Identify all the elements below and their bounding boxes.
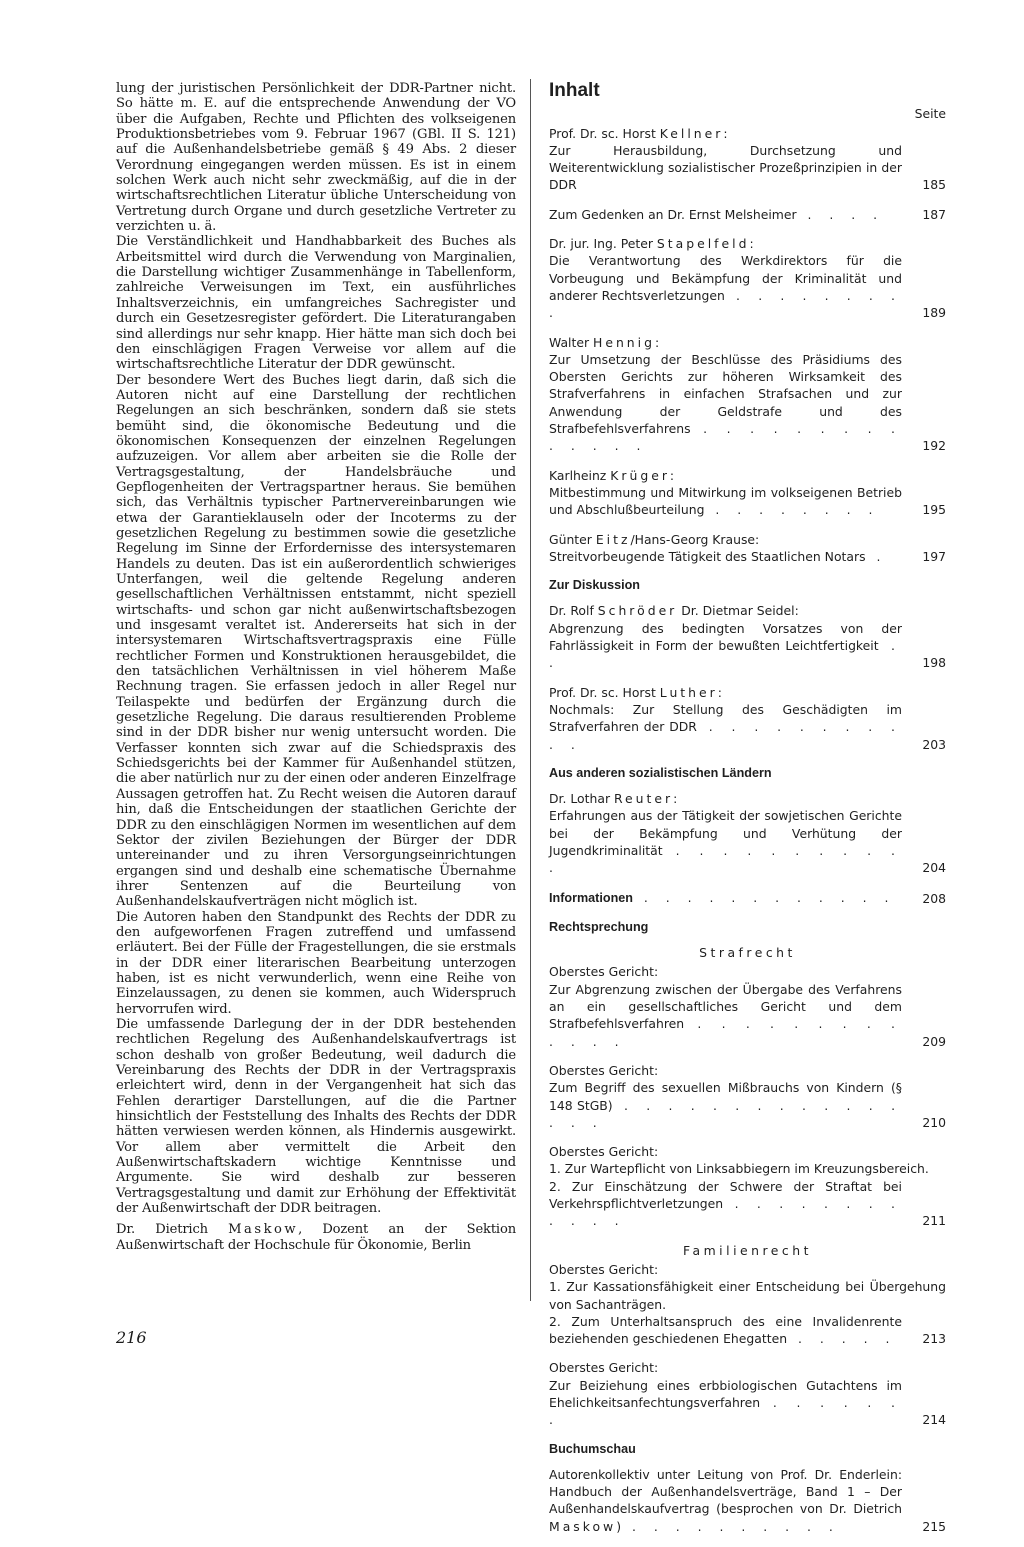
toc-page: 198 xyxy=(922,655,946,671)
toc-title-text: Zum Begriff des sexuellen Mißbrauchs von Kindern (§ 148 StGB) xyxy=(549,1080,902,1113)
toc-page: 185 xyxy=(922,177,946,193)
section-heading: Aus anderen sozialistischen Ländern xyxy=(549,765,772,780)
toc-court: Oberstes Gericht: xyxy=(549,1261,659,1277)
toc-item: 1. Zur Kassationsfähigkeit einer Entscheidung bei Übergehung von Sachanträgen. xyxy=(549,1279,946,1312)
toc-title: Inhalt xyxy=(549,80,600,101)
toc-title-text: Zur Umsetzung der Beschlüsse des Präsidiums des Obersten Gerichts zur höheren Wirksamkeit des Strafverfahrens in einfachen Strafsachen und zur Anwendung der Geldstrafe und des Strafbefehlsverfahrens xyxy=(549,351,902,437)
toc-entry: Oberstes Gericht: 1. Zur Wartepflicht von Linksabbiegern im Kreuzungsbereich. 2. Zur Einschätzung der Schwere der Straftat bei Verkehrspflichtverletzungen . . . . . . . . . . . . 211 xyxy=(549,1144,946,1229)
toc-page: 210 xyxy=(922,1114,946,1130)
seite-label: Seite xyxy=(914,106,946,122)
toc-entry: Oberstes Gericht: 1. Zur Kassationsfähigkeit einer Entscheidung bei Übergehung von Sachanträgen. 2. Zum Unterhaltsanspruch des eine Invalidenrente beziehenden geschiedenen Ehegatten . . . . . 213 xyxy=(549,1261,946,1347)
toc-court: Oberstes Gericht: xyxy=(549,1360,659,1376)
signature-suffix: , Dozent an der Sektion Außenwirtschaft der Hochschule für Ökonomie, Berlin xyxy=(116,1222,516,1253)
toc-title-text: Zur Herausbildung, Durchsetzung und Weiterentwicklung sozialistischer Prozeßprinzipien in der DDR xyxy=(549,142,902,193)
toc-entry xyxy=(549,125,946,194)
toc-title-text: Abgrenzung des bedingten Vorsatzes von der Fahrlässigkeit in Form der bewußten Leichtfertigkeit xyxy=(549,620,902,654)
toc-page: 189 xyxy=(922,305,946,321)
toc-author: Prof. Dr. sc. Horst Luther: xyxy=(549,684,722,700)
toc-entry: Oberstes Gericht: Zur Beiziehung eines erbbiologischen Gutachtens im Ehelichkeitsanfechtungsverfahren . . . . . . . 214 xyxy=(549,1360,946,1428)
toc-title-text: Zur Abgrenzung zwischen der Übergabe des Verfahrens an ein gesellschaftliches Gericht und dem Strafbefehlsverfahren xyxy=(549,981,902,1032)
toc-title-text: 2. Zum Unterhaltsanspruch des eine Invalidenrente beziehenden geschiedenen Ehegatten xyxy=(549,1313,902,1347)
toc-author: Dr. jur. Ing. Peter Stapelfeld: xyxy=(549,236,754,252)
toc-title-text: Autorenkollektiv unter Leitung von Prof. Dr. Enderlein: Handbuch der Außenhandelsverträge, Band 1 – Der Außenhandelskaufvertrag (besprochen von Dr. Dietrich xyxy=(549,1466,902,1517)
toc-title-text: 2. Zur Einschätzung der Schwere der Straftat bei Verkehrspflichtverletzungen xyxy=(549,1178,902,1212)
toc-entry: Informationen . . . . . . . . . . . . 208 xyxy=(549,889,946,906)
toc-item: 1. Zur Wartepflicht von Linksabbiegern im Kreuzungsbereich. xyxy=(549,1161,929,1177)
toc-page: 213 xyxy=(922,1331,946,1347)
toc-page: 211 xyxy=(922,1213,946,1229)
toc-author: Walter Hennig: xyxy=(549,334,660,350)
toc-author: Günter Eitz/Hans-Georg Krause: xyxy=(549,531,760,547)
article-paragraph: Die Verständlichkeit und Handhabbarkeit des Buches als Arbeitsmittel wird durch die Verwendung von Marginalien, die Darstellung wichtiger Zusammenhänge in Tabellenform, zahlreiche Verweisungen im Text, ein ausführliches Inhaltsverzeichnis, ein umfangreiches Sachregister und durch ein Gesetzesregister gefördert. Die Literaturangaben sind allerdings nur sehr knapp. Hier hätte man sich doch bei den einschlägigen Fragen Verweise vor allem auf die wirtschaftsrechtliche Literatur der DDR gewünscht. xyxy=(116,234,516,373)
toc-entry: Günter Eitz/Hans-Georg Krause: Streitvorbeugende Tätigkeit des Staatlichen Notars . 197 xyxy=(549,531,946,564)
signature-prefix: Dr. Dietrich xyxy=(116,1222,229,1238)
toc-page: 203 xyxy=(922,736,946,752)
toc-title-text: Zur Beiziehung eines erbbiologischen Gutachtens im Ehelichkeitsanfechtungsverfahren xyxy=(549,1377,902,1410)
toc-page: 197 xyxy=(922,548,946,564)
toc-entry: Zum Gedenken an Dr. Ernst Melsheimer . . . . 187 xyxy=(549,206,946,222)
article-continuation xyxy=(116,81,516,1253)
article-paragraph: Der besondere Wert des Buches liegt darin, daß sich die Autoren nicht auf eine Darstellung der rechtlichen Regelungen an sich beschränken, sondern daß sie stets bemüht sind, die ökonomische Bedeutung und die ökonomischen Konsequenzen der einzelnen Regelungen aufzuzeigen. Vor allem aber arbeiten sie die Rolle der Vertragsgestaltung, der Handelsbräuche und Gepflogenheiten der Vertragspartner heraus. Sie bemühen sich, das Verhältnis typischer Partnervereinbarungen wie etwa der Garantieklauseln oder der Incoterms zu der gesetzlichen Regelung zu bestimmen sowie die gesetzliche Regelung im Sinne der Erfordernisse des intersystemaren Handels zu deuten. Das ist ein außerordentlich schwieriges Unterfangen, weil die geltende Regelung anderen gesellschaftlichen Verhältnissen entstammt, nicht speziell wirtschafts- und schon gar nicht außenwirtschaftsbezogen und insgesamt veraltet ist. Andererseits hat sich in der intersystemaren Wirtschaftsvertragspraxis eine Fülle rechtlicher Formen und Konstruktionen herausgebildet, die den tatsächlichen Verhältnissen in viel höherem Maße Rechnung tragen. Sie erfassen jedoch in aller Regel nur Teilaspekte und bedürfen der Ergänzung durch die gesetzliche Regelung. Die daraus resultierenden Probleme sind in der DDR bisher nur wenig untersucht worden. Die Verfasser konnten sich zwar auf die Schiedspraxis des Schiedsgerichts bei der Kammer für Außenhandel stützen, die aber natürlich nur zu der einen oder anderen Einzelfrage Aussagen getroffen hat. Zu Recht weisen die Autoren darauf hin, daß die Entscheidungen der staatlichen Gerichte der DDR zu den einschlägigen Normen im wesentlichen auf dem Sektor der zivilen Beziehungen der Bürger der DDR untereinander und zu ihren Versorgungseinrichtungen ergangen sind und deshalb eine schematische Übernahme ihrer Sentenzen auf die Beurteilung von Außenhandelskaufverträgen nicht möglich ist. xyxy=(116,372,516,910)
toc-page: 215 xyxy=(922,1518,946,1534)
table-of-contents xyxy=(549,82,946,1547)
toc-page: 204 xyxy=(922,860,946,876)
informationen-label: Informationen xyxy=(549,890,633,905)
section-heading: Zur Diskussion xyxy=(549,578,640,593)
toc-entry: Karlheinz Krüger: Mitbestimmung und Mitwirkung im volkseigenen Betrieb und Abschlußbeurteilung . . . . . . . . 195 xyxy=(549,467,946,518)
column-divider xyxy=(530,79,531,1301)
toc-title-text: Zum Gedenken an Dr. Ernst Melsheimer xyxy=(549,206,797,222)
toc-title-text: Streitvorbeugende Tätigkeit des Staatlichen Notars xyxy=(549,548,866,564)
toc-page: 195 xyxy=(922,502,946,518)
toc-author: Dr. Lothar Reuter: xyxy=(549,791,678,807)
toc-entry: Dr. jur. Ing. Peter Stapelfeld: Die Verantwortung des Werkdirektors für die Vorbeugung und Bekämpfung der Kriminalität und anderer Rechtsverletzungen . . . . . . . . . 189 xyxy=(549,236,946,321)
toc-author: Karlheinz Krüger: xyxy=(549,467,675,483)
toc-author: Prof. Dr. sc. Horst Kellner: xyxy=(549,125,728,141)
toc-entry: Autorenkollektiv unter Leitung von Prof. Dr. Enderlein: Handbuch der Außenhandelsverträge, Band 1 – Der Außenhandelskaufvertrag (besprochen von Dr. Dietrich Maskow) . . . . . . . . . . 215 xyxy=(549,1466,946,1534)
section-heading: Rechtsprechung xyxy=(549,919,649,934)
toc-page: 192 xyxy=(922,438,946,454)
subsection-heading: Strafrecht xyxy=(699,945,796,961)
toc-court: Oberstes Gericht: xyxy=(549,1144,659,1160)
toc-title-text: Erfahrungen aus der Tätigkeit der sowjetischen Gerichte bei der Bekämpfung und Verhütung der Jugendkriminalität xyxy=(549,808,902,858)
toc-page: 214 xyxy=(922,1412,946,1428)
toc-court: Oberstes Gericht: xyxy=(549,1062,659,1078)
toc-page: 187 xyxy=(922,206,946,222)
subsection-heading: Familienrecht xyxy=(683,1242,812,1258)
toc-page: 208 xyxy=(922,890,946,906)
toc-entry: Walter Hennig: Zur Umsetzung der Beschlüsse des Präsidiums des Obersten Gerichts zur höheren Wirksamkeit des Strafverfahrens in einfachen Strafsachen und zur Anwendung der Geldstrafe und des Strafbefehlsverfahrens . . . . . . . . . . . . . . 192 xyxy=(549,334,946,454)
toc-page: 209 xyxy=(922,1033,946,1049)
section-heading: Buchumschau xyxy=(549,1441,636,1456)
toc-author: Dr. Rolf Schröder Dr. Dietmar Seidel: xyxy=(549,603,799,619)
toc-title-text: Die Verantwortung des Werkdirektors für die Vorbeugung und Bekämpfung der Kriminalität und anderer Rechtsverletzungen xyxy=(549,253,902,303)
toc-entry: Dr. Lothar Reuter: Erfahrungen aus der Tätigkeit der sowjetischen Gerichte bei der Bekämpfung und Verhütung der Jugendkriminalität . . . . . . . . . . . 204 xyxy=(549,791,946,876)
toc-entry: Prof. Dr. sc. Horst Luther: Nochmals: Zur Stellung des Geschädigten im Strafverfahren der DDR . . . . . . . . . . . 203 xyxy=(549,684,946,752)
article-paragraph: Die Autoren haben den Standpunkt des Rechts der DDR zu den aufgeworfenen Fragen zutreffend und umfassend erläutert. Bei der Fülle der Fragestellungen, die sie erstmals in der DDR einer literarischen Bearbeitung unterzogen haben, ist es nicht verwunderlich, wenn eine Reihe von Einzelaussagen, zu denen sie kommen, auch Widerspruch hervorrufen wird. xyxy=(116,909,516,1017)
toc-title-text: Mitbestimmung und Mitwirkung im volkseigenen Betrieb und Abschlußbeurteilung xyxy=(549,484,902,518)
signature-surname: Maskow xyxy=(228,1222,299,1238)
toc-entry: Oberstes Gericht: Zum Begriff des sexuellen Mißbrauchs von Kindern (§ 148 StGB) . . . . . . . . . . . . . . . . 210 xyxy=(549,1062,946,1130)
article-paragraph: Die umfassende Darlegung der in der DDR bestehenden rechtlichen Regelung des Außenhandelskaufvertrags ist schon deshalb von großer Bedeutung, weil dadurch die Vereinbarung des Rechts der DDR in der Vertragspraxis erleichtert wird, denn in der Vergangenheit hat sich das Fehlen derartiger Darstellungen, auf die die Partner hinsichtlich der Feststellung des Inhalts des Rechts der DDR hätten verwiesen werden können, als Hindernis ausgewirkt. Vor allem aber vermittelt die Arbeit den Außenwirtschaftskadern wichtige Kenntnisse und Argumente. Sie wird deshalb zur besseren Vertragsgestaltung und damit zur Erhöhung der Effektivität der Außenwirtschaft der DDR beitragen. xyxy=(116,1016,516,1217)
page-number: 216 xyxy=(116,1328,147,1347)
author-signature xyxy=(116,1222,516,1253)
toc-court: Oberstes Gericht: xyxy=(549,964,659,980)
toc-title-text: Nochmals: Zur Stellung des Geschädigten im Strafverfahren der DDR xyxy=(549,701,902,735)
toc-entry: Oberstes Gericht: Zur Abgrenzung zwischen der Übergabe des Verfahrens an ein gesellschaftliches Gericht und dem Strafbefehlsverfahren . . . . . . . . . . . . . 209 xyxy=(549,964,946,1049)
article-paragraph: lung der juristischen Persönlichkeit der DDR-Partner nicht. So hätte m. E. auf die entsprechende Anwendung der VO über die Aufgaben, Rechte und Pflichten des volkseigenen Produktionsbetriebes vom 9. Februar 1967 (GBl. II S. 121) auf die Außenhandelsbetriebe gemäß § 49 Abs. 2 dieser Verordnung eingegangen werden müssen. Es ist in einem solchen Werk auch nicht sehr zweckmäßig, auf die in der wirtschaftsrechtlichen Literatur übliche Unterscheidung von Vertretung durch Organe und durch gesetzliche Vertreter zu verzichten u. ä. xyxy=(116,81,516,235)
toc-entry: Dr. Rolf Schröder Dr. Dietmar Seidel: Abgrenzung des bedingten Vorsatzes von der Fahrlässigkeit in Form der bewußten Leichtfertigkeit . . 198 xyxy=(549,603,946,671)
